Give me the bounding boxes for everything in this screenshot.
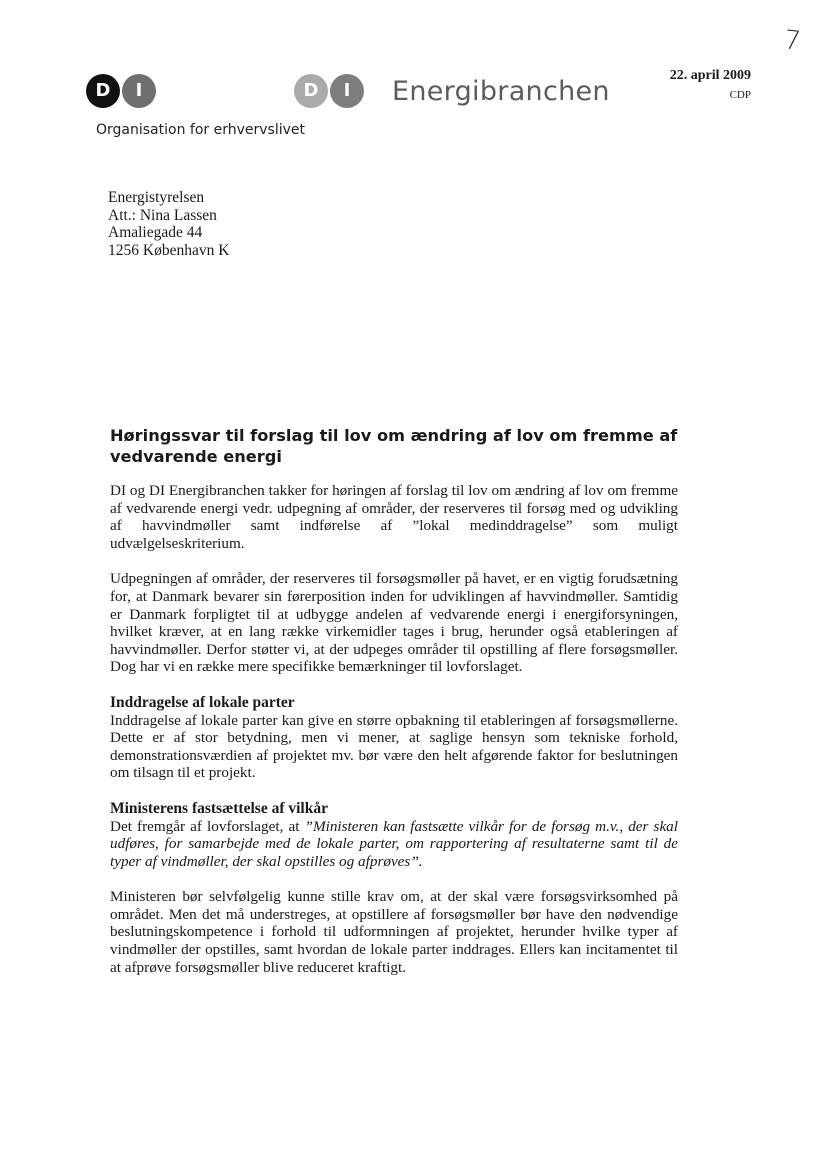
letter-date: 22. april 2009 — [669, 68, 751, 83]
org-caption: Organisation for erhvervslivet — [96, 122, 305, 138]
section-heading: Ministerens fastsættelse af vilkår — [110, 799, 328, 817]
letter-subject: Høringssvar til forslag til lov om ændring af lov om fremme af vedvarende energi — [110, 426, 678, 466]
section-paragraph: Ministeren bør selvfølgelig kunne stille krav om, at der skal være forsøgsvirksomhed på området. Men det må understreges, at opstillere af forsøgsmøller bør have den nødvendige beslutningskompetence i forhold til udformningen af projektet, herunder hvilke typer af vindmøller der opstilles, samt hvordan de lokale parter inddrages. Ellers kan incitamentet til at afprøve forsøgsmøller blive reduceret kraftigt. — [110, 888, 678, 976]
energibranchen-name: Energibranchen — [392, 76, 610, 107]
quote-lead: Det fremgår af lovforslaget, at — [110, 817, 305, 835]
author-initials: CDP — [729, 89, 751, 101]
recipient-line: Att.: Nina Lassen — [108, 206, 217, 224]
law-quote: ”Ministeren kan fastsætte vilkår for de forsøg m.v., der skal udføres, for samarbejde med de lokale parter, om rapportering af resultaterne samt til de typer af vindmøller, der skal opstilles og afprøves”. — [110, 817, 678, 870]
recipient-address — [108, 189, 229, 259]
intro-paragraph: DI og DI Energibranchen takker for høringen af forslag til lov om ændring af lov om fremme af vedvarende energi vedr. udpegning af områder, der reserveres til forsøg med og udvikling af havvindmøller samt indførelse af ”lokal medinddragelse” som muligt udvælgelseskriterium. — [110, 482, 678, 552]
recipient-line: Amaliegade 44 — [108, 224, 203, 241]
quote-paragraph — [110, 818, 678, 871]
di-logo-i-circle: I — [122, 74, 156, 108]
energibranchen-logo-i-circle: I — [330, 74, 364, 108]
handwritten-page-number: 7 — [782, 25, 803, 57]
section-heading: Inddragelse af lokale parter — [110, 693, 295, 711]
letter-body — [110, 482, 678, 994]
section-paragraph: Inddragelse af lokale parter kan give en større opbakning til etableringen af forsøgsmøllerne. Dette er af stor betydning, men vi mener, at saglige hensyn som tekniske forhold, demonstrationsværdien af projektet mv. bør være den helt afgørende faktor for beslutningen om tilsagn til et projekt. — [110, 711, 678, 782]
recipient-line: Energistyrelsen — [108, 189, 205, 206]
di-logo-d-circle: D — [86, 74, 120, 108]
section-minister-conditions — [110, 800, 678, 976]
background-paragraph: Udpegningen af områder, der reserveres til forsøgsmøller på havet, er en vigtig forudsætning for, at Danmark bevarer sin førerposition inden for udviklingen af havvindmøller. Samtidig er Danmark forpligtet til at udbygge andelen af vedvarende energi i energiforsyningen, hvilket kræver, at en lang række virkemidler tages i brug, herunder også etableringen af havvindmøller. Derfor støtter vi, at der udpeges områder til opstilling af flere forsøgsmøller. Dog har vi en række mere specifikke bemærkninger til lovforslaget. — [110, 570, 678, 676]
recipient-line: 1256 København K — [108, 241, 230, 259]
energibranchen-logo-d-circle: D — [294, 74, 328, 108]
section-local-parties — [110, 694, 678, 782]
